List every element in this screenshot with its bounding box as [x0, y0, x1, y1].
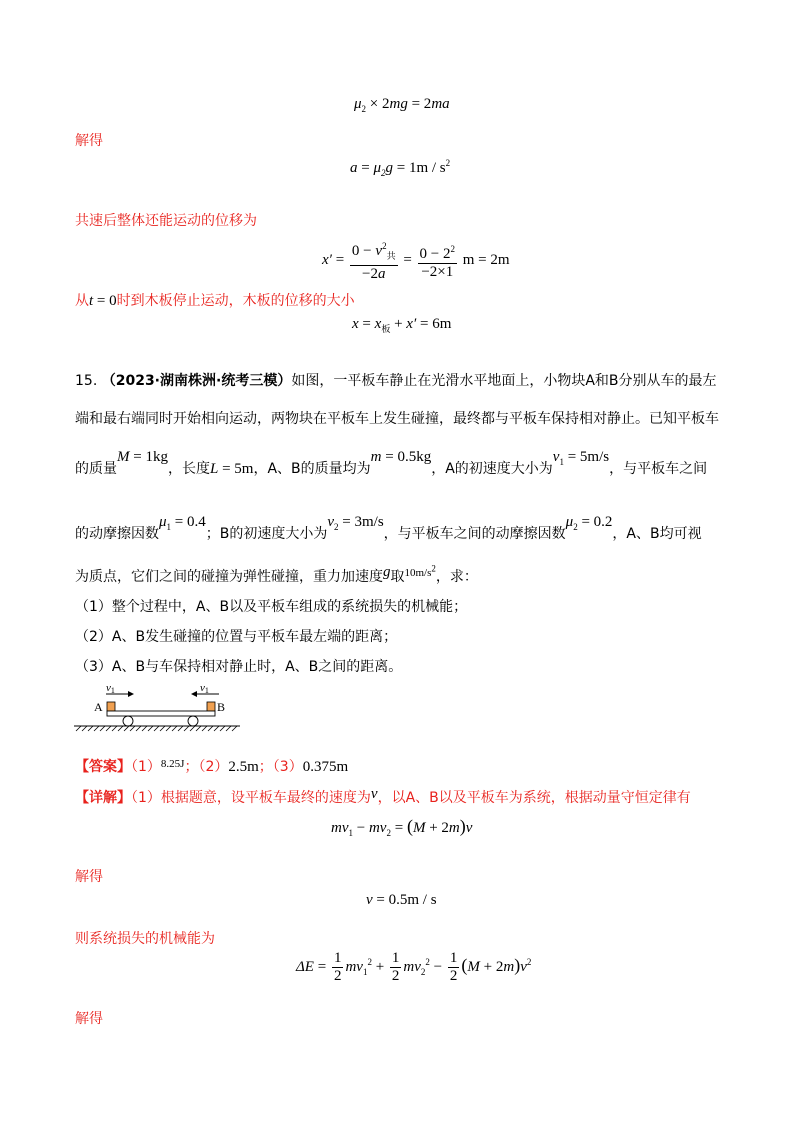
- text-friction-a: 的动摩擦因数: [75, 526, 159, 542]
- problem-line-5: [75, 563, 478, 586]
- var-mu2: $\mu_2 = 0.2$: [565, 514, 613, 532]
- text-ab-mass: ，A、B的质量均为: [253, 461, 371, 477]
- question-3: （3）A、B与车保持相对静止时，A、B之间的距离。: [75, 659, 403, 675]
- text-with-cart: ，与平板车之间: [609, 461, 708, 477]
- cart-figure: [72, 682, 242, 732]
- var-v: v: [370, 786, 378, 802]
- wheel-left: [123, 716, 133, 726]
- label-va: v1: [106, 682, 115, 695]
- answer-part-1-label: （1）: [131, 759, 161, 775]
- text-b-velocity: ；B的初速度大小为: [205, 526, 328, 542]
- problem-line-1: [75, 370, 717, 390]
- label-a: A: [94, 700, 103, 714]
- var-L: L = 5m: [209, 461, 254, 477]
- arrow-b-head: [191, 691, 197, 697]
- question-1: （1）整个过程中，A、B以及平板车组成的系统损失的机械能；: [75, 599, 468, 615]
- problem-line-3: [75, 449, 708, 479]
- equation-acceleration: $a = \mu_2g = 1m / s^2$: [350, 158, 451, 178]
- answer-1: 8.25J: [160, 758, 185, 770]
- detail-tag: 【详解】: [75, 790, 131, 806]
- label-energy-loss: 则系统损失的机械能为: [75, 931, 215, 947]
- var-g: g: [383, 564, 391, 580]
- label-b: B: [217, 700, 226, 714]
- text-friction-b: ，与平板车之间的动摩擦因数: [383, 526, 566, 542]
- problem-line-4: [75, 514, 702, 544]
- detail-text-a: （1）根据题意，设平板车最终的速度为: [131, 790, 371, 806]
- label-solve-3: 解得: [75, 1011, 103, 1027]
- var-v2: $v_2 = 3m/s$: [327, 514, 384, 532]
- label-solve-1: 解得: [75, 133, 103, 149]
- detail-text-b: ，以A、B以及平板车为系统，根据动量守恒定律有: [377, 790, 691, 806]
- arrow-a-head: [128, 691, 134, 697]
- t-zero: t = 0: [89, 293, 117, 309]
- label-displacement: 共速后整体还能运动的位移为: [75, 213, 257, 229]
- text-length: ，长度: [167, 461, 210, 477]
- var-m: m = 0.5kg: [370, 449, 432, 465]
- answer-tag: 【答案】: [75, 759, 131, 775]
- cart-board: [107, 711, 215, 716]
- wheel-right: [188, 716, 198, 726]
- equation-momentum: $mv_1 - mv_2 = (M + 2m)v$: [331, 816, 473, 838]
- label-solve-2: 解得: [75, 869, 103, 885]
- label-from-t0: [75, 290, 355, 310]
- equation-final-velocity: v = 0.5m / s: [366, 892, 437, 908]
- answer-part-3-label: ；（3）: [258, 759, 303, 775]
- block-b: [207, 702, 215, 711]
- equation-friction-force: $\mu_2 \times 2mg = 2ma$: [354, 96, 450, 114]
- text-take: 取: [390, 569, 405, 585]
- problem-line-2: 端和最右端同时开始相向运动，两物块在平板车上发生碰撞，最终都与平板车保持相对静止。已知平板车: [75, 411, 719, 427]
- var-v1: $v_1 = 5m/s$: [552, 449, 610, 467]
- problem-source: （2023·湖南株洲·统考三模）: [101, 373, 292, 389]
- detail-line: [75, 787, 691, 807]
- text-elastic: 为质点，它们之间的碰撞为弹性碰撞，重力加速度: [75, 569, 383, 585]
- answer-part-2-label: ；（2）: [184, 759, 229, 775]
- question-2: （2）A、B发生碰撞的位置与平板车最左端的距离；: [75, 629, 398, 645]
- var-mu1: $\mu_1 = 0.4$: [159, 514, 206, 532]
- equation-energy: ΔE = $\frac{1}{2}$ $mv_1^2$ + $\frac{1}{2}$ $mv_2^2$ − $\frac{1}{2}$ $(M + 2m)v^2$: [296, 950, 532, 984]
- var-g-value: 10m/s2: [404, 563, 436, 579]
- text-a-velocity: ，A的初速度大小为: [431, 461, 553, 477]
- var-M: M = 1kg: [117, 449, 168, 465]
- answer-2: 2.5m: [228, 759, 259, 775]
- problem-text-1: 如图，一平板车静止在光滑水平地面上，小物块A和B分别从车的最左: [291, 373, 717, 389]
- ground-hatch: [76, 726, 237, 731]
- problem-number: 15.: [75, 373, 98, 389]
- equation-displacement: x′ = $\frac{0 - v^2_共}{-2a}$ = $\frac{0 - 2^2}{-2\times 1}$ m = 2m: [322, 238, 510, 283]
- text-particles: ，A、B均可视: [612, 526, 702, 542]
- text-find: ，求：: [435, 569, 478, 585]
- answer-3: 0.375m: [302, 759, 349, 775]
- label-until: 时到木板停止运动，木板的位移的大小: [116, 293, 355, 309]
- text-mass: 的质量: [75, 461, 117, 477]
- label-vb: v1: [200, 682, 209, 695]
- label-from: 从: [75, 293, 89, 309]
- answer-line: [75, 756, 348, 776]
- equation-total-displacement: $x = x_板 + x' = 6m$: [352, 316, 452, 334]
- block-a: [107, 702, 115, 711]
